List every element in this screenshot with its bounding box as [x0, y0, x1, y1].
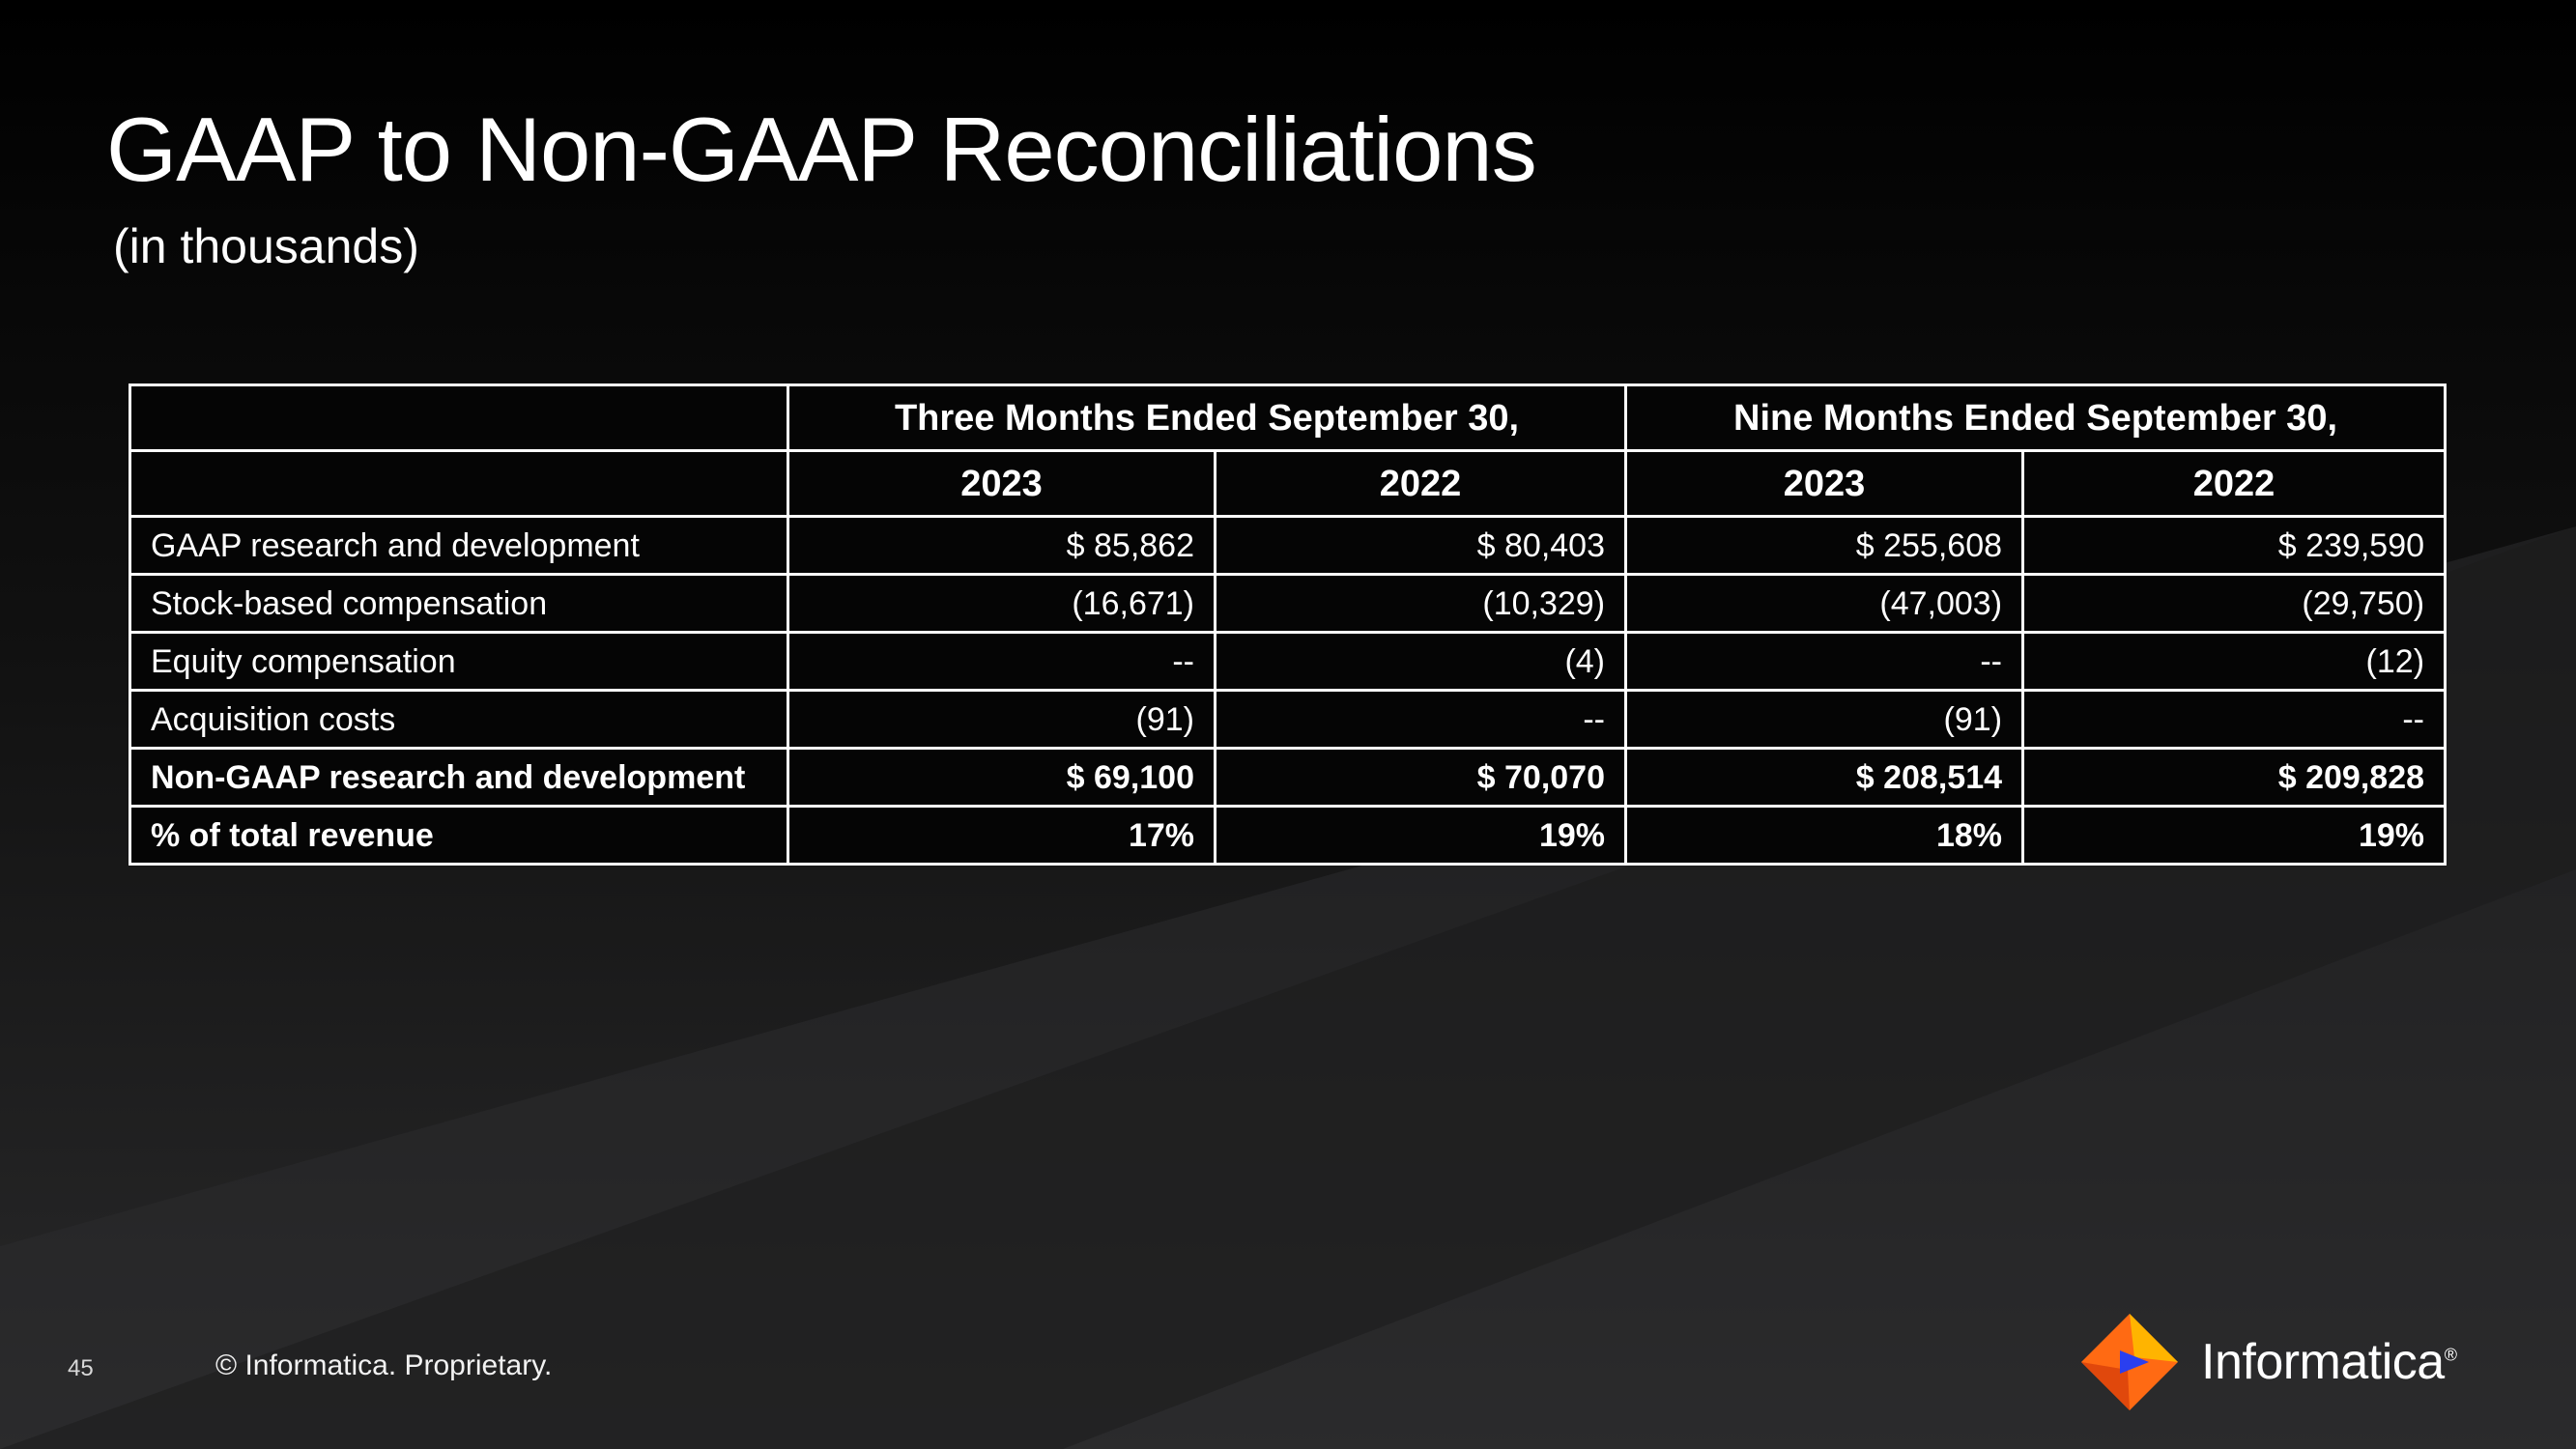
logo-registered-mark: ®	[2444, 1345, 2457, 1365]
table-row-percent	[130, 807, 2446, 865]
cell-value: $ 208,514	[1626, 749, 2023, 807]
table-row-total	[130, 749, 2446, 807]
table-header-group-row	[130, 385, 2446, 451]
cell-value: $ 209,828	[2023, 749, 2446, 807]
header-year-9m-2023: 2023	[1626, 451, 2023, 517]
cell-value: (12)	[2023, 633, 2446, 691]
cell-value: $ 70,070	[1216, 749, 1626, 807]
cell-value: (91)	[788, 691, 1216, 749]
cell-value: (4)	[1216, 633, 1626, 691]
cell-value: (16,671)	[788, 575, 1216, 633]
cell-value: 18%	[1626, 807, 2023, 865]
cell-value: $ 69,100	[788, 749, 1216, 807]
cell-value: $ 255,608	[1626, 517, 2023, 575]
page-subtitle: (in thousands)	[113, 219, 419, 273]
cell-value: $ 239,590	[2023, 517, 2446, 575]
page-number: 45	[68, 1355, 94, 1381]
informatica-logo	[2081, 1314, 2468, 1410]
table-header-year-row	[130, 451, 2446, 517]
cell-value: $ 80,403	[1216, 517, 1626, 575]
cell-value: (47,003)	[1626, 575, 2023, 633]
header-year-3m-2022: 2022	[1216, 451, 1626, 517]
row-label: % of total revenue	[130, 807, 788, 865]
row-label: Stock-based compensation	[130, 575, 788, 633]
row-label: Non-GAAP research and development	[130, 749, 788, 807]
row-label: Acquisition costs	[130, 691, 788, 749]
header-year-corner	[130, 451, 788, 517]
cell-value: --	[1626, 633, 2023, 691]
header-year-9m-2022: 2022	[2023, 451, 2446, 517]
table-row	[130, 633, 2446, 691]
cell-value: --	[2023, 691, 2446, 749]
header-nine-months: Nine Months Ended September 30,	[1626, 385, 2446, 451]
cell-value: (29,750)	[2023, 575, 2446, 633]
reconciliation-table	[129, 384, 2447, 866]
cell-value: --	[788, 633, 1216, 691]
table-row	[130, 691, 2446, 749]
table-row	[130, 575, 2446, 633]
cell-value: 19%	[2023, 807, 2446, 865]
informatica-logo-mark-icon	[2081, 1314, 2178, 1410]
row-label: Equity compensation	[130, 633, 788, 691]
table-row	[130, 517, 2446, 575]
page-title: GAAP to Non-GAAP Reconciliations	[106, 99, 1536, 200]
cell-value: 17%	[788, 807, 1216, 865]
cell-value: (10,329)	[1216, 575, 1626, 633]
row-label: GAAP research and development	[130, 517, 788, 575]
cell-value: --	[1216, 691, 1626, 749]
cell-value: 19%	[1216, 807, 1626, 865]
logo-wordmark: Informatica	[2201, 1334, 2445, 1390]
header-year-3m-2023: 2023	[788, 451, 1216, 517]
cell-value: $ 85,862	[788, 517, 1216, 575]
header-three-months: Three Months Ended September 30,	[788, 385, 1626, 451]
informatica-logo-text	[2201, 1333, 2456, 1391]
header-corner	[130, 385, 788, 451]
cell-value: (91)	[1626, 691, 2023, 749]
copyright-notice: © Informatica. Proprietary.	[215, 1350, 553, 1381]
